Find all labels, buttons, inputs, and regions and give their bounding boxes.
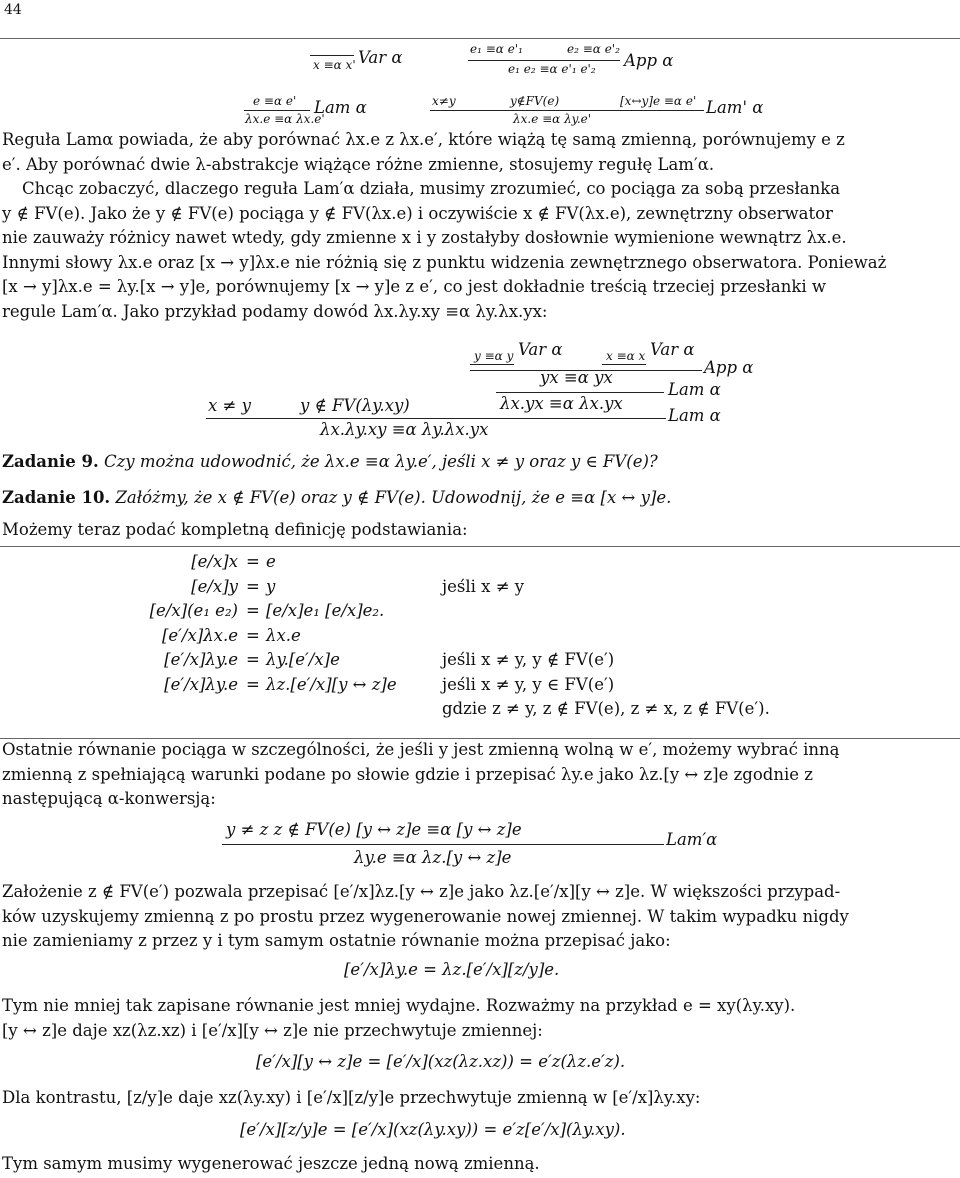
subst-row-condition: jeśli x ≠ y — [442, 576, 525, 596]
rule-lam-premise: e ≡α e' — [253, 94, 297, 108]
p2-line-2: zmienną z spełniającą warunki podane po słowie gdzie i przepisać λy.e jako λz.[y ↔ z]e zgodnie z — [2, 764, 813, 784]
p1-line-8: regule Lam′α. Jako przykład podamy dowód λx.λy.xy ≡α λy.λx.yx: — [2, 301, 548, 321]
deriv-var-right-premise: x ≡α x — [606, 349, 646, 363]
subst-row-equals: = — [246, 625, 260, 645]
rule-app-conclusion: e₁ e₂ ≡α e'₁ e'₂ — [508, 62, 596, 76]
p1-line-2: e′. Aby porównać dwie λ-abstrakcje wiążące różne zmienne, stosujemy regułę Lam′α. — [2, 154, 715, 174]
p2-line-3: następującą α-konwersją: — [2, 789, 216, 808]
exercise-9 — [2, 452, 658, 471]
rule-lamp-conclusion: λx.e ≡α λy.e' — [513, 112, 592, 126]
subst-row-equals: = — [246, 601, 260, 620]
deriv-var-right-bar — [602, 364, 646, 365]
paragraph-3 — [2, 880, 958, 954]
subst-row-condition: jeśli x ≠ y, y ∈ FV(e′) — [442, 674, 615, 694]
p3-line-2: ków uzyskujemy zmienną z po prostu przez wygenerowanie nowej zmiennej. W takim wypadku nigdy — [2, 906, 849, 926]
subst-row-lhs: [e/x](e₁ e₂) — [149, 601, 238, 620]
p1-line-1: Reguła Lamα powiada, że aby porównać λx.e z λx.e′, które wiążą tę samą zmienną, porównujemy e z — [2, 130, 845, 149]
p2-line-1: Ostatnie równanie pociąga w szczególności, że jeśli y jest zmienną wolną w e′, możemy wybrać inną — [2, 740, 840, 759]
p6-line-1: Tym samym musimy wygenerować jeszcze jedną nową zmienną. — [2, 1154, 540, 1173]
rule-var-label: Var α — [358, 48, 403, 67]
rule-lam-bar — [244, 110, 310, 111]
subst-row-rhs: y — [266, 576, 276, 596]
subst-intro: Możemy teraz podać kompletną definicję podstawiania: — [2, 520, 468, 539]
deriv-lam-conclusion: λx.yx ≡α λx.yx — [500, 394, 623, 413]
rule-lam-label: Lam α — [314, 98, 367, 117]
deriv-var-right-label: Var α — [650, 340, 695, 359]
rule-var-premise: x ≡α x' — [313, 58, 356, 72]
deriv-final-bar — [206, 418, 666, 419]
deriv-lam-label: Lam α — [668, 380, 721, 399]
alpha-rule-label: Lam′α — [666, 830, 718, 849]
deriv-side-2: y ∉ FV(λy.xy) — [300, 396, 410, 415]
subst-row-rhs: e — [266, 552, 276, 571]
subst-row-rhs: λy.[e′/x]e — [266, 650, 340, 669]
subst-row-rhs: [e/x]e₁ [e/x]e₂. — [266, 601, 385, 620]
p5-line-1: Dla kontrastu, [z/y]e daje xz(λy.xy) i [e′/x][z/y]e przechwytuje zmienną w [e′/x]λy.xy: — [2, 1088, 701, 1107]
deriv-var-left-premise: y ≡α y — [474, 349, 514, 363]
p4-line-2: [y ↔ z]e daje xz(λz.xz) i [e′/x][y ↔ z]e nie przechwytuje zmiennej: — [2, 1020, 543, 1040]
rule-app-premise-right: e₂ ≡α e'₂ — [567, 42, 620, 56]
rule-var-bar — [310, 55, 354, 56]
subst-box-top — [0, 546, 960, 547]
subst-row-rhs: λz.[e′/x][y ↔ z]e — [266, 674, 397, 694]
subst-row-rhs: λx.e — [266, 625, 301, 645]
exercise-9-title: Zadanie 9. — [2, 452, 99, 471]
subst-row-lhs: [e′/x]λy.e — [164, 650, 238, 669]
p4-line-1: Tym nie mniej tak zapisane równanie jest mniej wydajne. Rozważmy na przykład e = xy(λy.xy). — [2, 996, 796, 1015]
subst-row-equals: = — [246, 650, 260, 669]
deriv-app-conclusion: yx ≡α yx — [540, 368, 613, 387]
p1-line-4: y ∉ FV(e). Jako że y ∉ FV(e) pociąga y ∉ FV(λx.e) i oczywiście x ∉ FV(λx.e), zewnętrzny obserwator — [2, 203, 833, 223]
equation-2: [e′/x][y ↔ z]e = [e′/x](xz(λz.xz)) = e′z(λz.e′z). — [256, 1052, 626, 1071]
exercise-10 — [2, 488, 671, 507]
equation-1: [e′/x]λy.e = λz.[e′/x][z/y]e. — [344, 960, 560, 979]
deriv-app-label: App α — [704, 358, 754, 377]
p3-line-3: nie zamieniamy z przez y i tym samym ostatnie równanie można przepisać jako: — [2, 931, 671, 950]
deriv-var-left-label: Var α — [518, 340, 563, 359]
p3-line-1: Założenie z ∉ FV(e′) pozwala przepisać [e′/x]λz.[y ↔ z]e jako λz.[e′/x][y ↔ z]e. W większości przypad- — [2, 882, 841, 901]
alpha-rule-conclusion: λy.e ≡α λz.[y ↔ z]e — [354, 848, 512, 867]
rule-lamp-premise-3: [x↔y]e ≡α e' — [620, 94, 697, 108]
p1-line-3: Chcąc zobaczyć, dlaczego reguła Lam′α działa, musimy zrozumieć, co pociąga za sobą przesłanka — [22, 179, 841, 198]
subst-row-equals: = — [246, 674, 260, 694]
paragraph-1 — [2, 128, 958, 324]
subst-row-condition: gdzie z ≠ y, z ∉ FV(e), z ≠ x, z ∉ FV(e′). — [442, 699, 770, 718]
rule-lamp-bar — [430, 110, 704, 111]
p1-line-5: nie zauważy różnicy nawet wtedy, gdy zmienne x i y zostałyby dosłownie wymienione wewnątrz λx.e. — [2, 228, 847, 247]
rule-lamp-premise-2: y∉FV(e) — [510, 94, 560, 108]
subst-row-condition: jeśli x ≠ y, y ∉ FV(e′) — [442, 650, 615, 669]
deriv-final-label: Lam α — [668, 406, 721, 425]
subst-row-lhs: [e′/x]λy.e — [164, 674, 238, 694]
page-number: 44 — [4, 2, 22, 18]
rule-app-bar — [468, 60, 620, 61]
paragraph-2 — [2, 738, 958, 812]
rule-lamp-premise-1: x≠y — [432, 94, 456, 108]
p1-line-7: [x → y]λx.e = λy.[x → y]e, porównujemy [x → y]e z e′, co jest dokładnie treścią trzeciej przesłanki w — [2, 277, 826, 296]
rule-lam-conclusion: λx.e ≡α λx.e' — [245, 112, 325, 126]
deriv-var-left-bar — [470, 364, 514, 365]
alpha-rule-bar — [222, 844, 664, 845]
subst-row-lhs: [e/x]x — [191, 552, 238, 571]
rule-lamp-label: Lam' α — [706, 98, 764, 117]
deriv-lam-bar — [496, 392, 664, 393]
paragraph-4 — [2, 994, 958, 1043]
paragraph-6 — [2, 1152, 958, 1177]
p1-line-6: Innymi słowy λx.e oraz [x → y]λx.e nie różnią się z punktu widzenia zewnętrznego obserwatora. Ponieważ — [2, 252, 887, 272]
equation-3: [e′/x][z/y]e = [e′/x](xz(λy.xy)) = e′z[e′/x](λy.xy). — [240, 1120, 626, 1139]
exercise-10-text: Załóżmy, że x ∉ FV(e) oraz y ∉ FV(e). Udowodnij, że e ≡α [x ↔ y]e. — [115, 488, 672, 507]
paragraph-5 — [2, 1086, 958, 1111]
top-rule-line — [0, 38, 960, 39]
rule-app-label: App α — [624, 51, 674, 70]
subst-row-equals: = — [246, 552, 260, 571]
subst-row-lhs: [e/x]y — [191, 576, 238, 596]
alpha-rule-premise: y ≠ z z ∉ FV(e) [y ↔ z]e ≡α [y ↔ z]e — [226, 820, 522, 839]
subst-row-equals: = — [246, 576, 260, 596]
deriv-final-conclusion: λx.λy.xy ≡α λy.λx.yx — [320, 420, 489, 439]
deriv-side-1: x ≠ y — [208, 396, 251, 415]
rule-app-premise-left: e₁ ≡α e'₁ — [470, 42, 523, 56]
subst-row-lhs: [e′/x]λx.e — [161, 625, 238, 645]
exercise-10-title: Zadanie 10. — [2, 488, 111, 507]
exercise-9-text: Czy można udowodnić, że λx.e ≡α λy.e′, jeśli x ≠ y oraz y ∈ FV(e)? — [103, 452, 658, 471]
